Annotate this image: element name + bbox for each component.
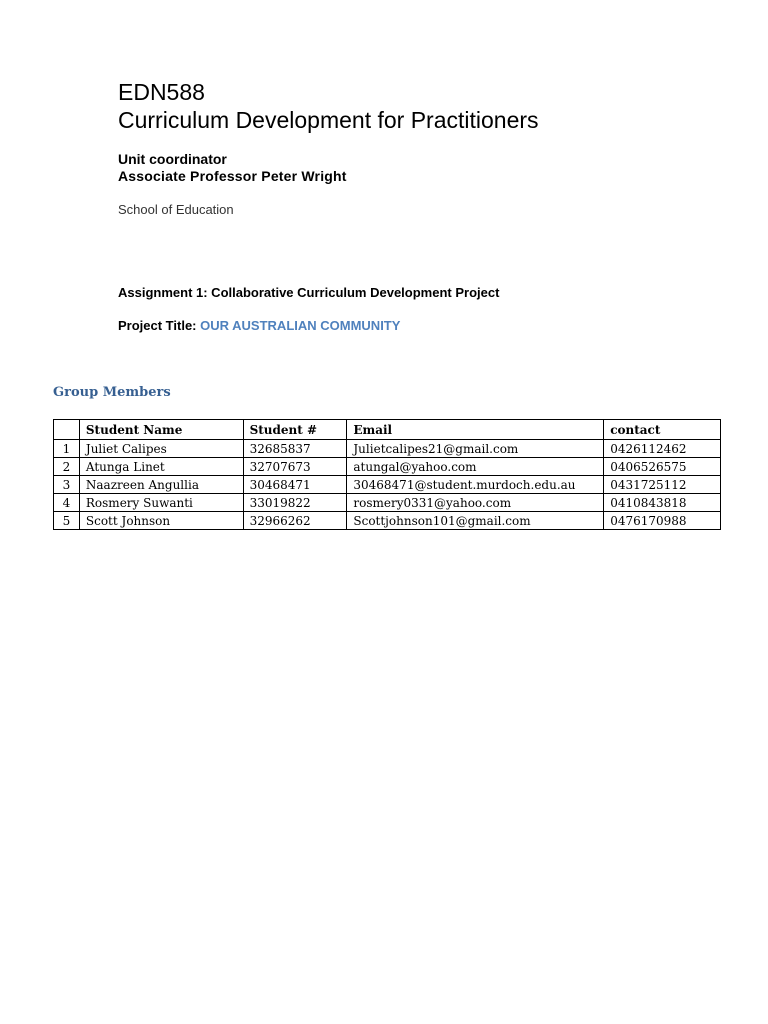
student-number: 32966262 <box>243 512 347 530</box>
row-number: 4 <box>54 494 80 512</box>
student-email: 30468471@student.murdoch.edu.au <box>347 476 604 494</box>
project-title-line <box>118 318 400 334</box>
student-email: atungal@yahoo.com <box>347 458 604 476</box>
row-number: 1 <box>54 440 80 458</box>
table-row <box>54 512 721 530</box>
row-number: 3 <box>54 476 80 494</box>
header-cell-student-number: Student # <box>243 420 347 440</box>
school-name: School of Education <box>118 202 234 217</box>
student-number: 30468471 <box>243 476 347 494</box>
coordinator-label: Unit coordinator <box>118 151 227 167</box>
student-name: Atunga Linet <box>79 458 243 476</box>
table-header-row <box>54 420 721 440</box>
group-members-heading: Group Members <box>53 385 171 400</box>
header-cell-contact: contact <box>604 420 721 440</box>
student-name: Rosmery Suwanti <box>79 494 243 512</box>
student-name: Scott Johnson <box>79 512 243 530</box>
row-number: 2 <box>54 458 80 476</box>
group-members-table <box>53 419 721 530</box>
course-code: EDN588 <box>118 79 205 105</box>
student-number: 32707673 <box>243 458 347 476</box>
student-name: Juliet Calipes <box>79 440 243 458</box>
table-row <box>54 440 721 458</box>
assignment-title: Assignment 1: Collaborative Curriculum Development Project <box>118 285 500 300</box>
course-title: Curriculum Development for Practitioners <box>118 107 539 133</box>
student-name: Naazreen Angullia <box>79 476 243 494</box>
header-cell-number <box>54 420 80 440</box>
project-title-label: Project Title: <box>118 318 197 333</box>
student-contact: 0426112462 <box>604 440 721 458</box>
student-contact: 0406526575 <box>604 458 721 476</box>
header-cell-student-name: Student Name <box>79 420 243 440</box>
project-title-value: OUR AUSTRALIAN COMMUNITY <box>200 318 401 333</box>
student-contact: 0431725112 <box>604 476 721 494</box>
table-row <box>54 476 721 494</box>
student-email: Julietcalipes21@gmail.com <box>347 440 604 458</box>
student-email: rosmery0331@yahoo.com <box>347 494 604 512</box>
table-row <box>54 458 721 476</box>
coordinator-name: Associate Professor Peter Wright <box>118 168 347 184</box>
student-contact: 0410843818 <box>604 494 721 512</box>
student-number: 32685837 <box>243 440 347 458</box>
student-email: Scottjohnson101@gmail.com <box>347 512 604 530</box>
header-cell-email: Email <box>347 420 604 440</box>
table-row <box>54 494 721 512</box>
student-contact: 0476170988 <box>604 512 721 530</box>
student-number: 33019822 <box>243 494 347 512</box>
row-number: 5 <box>54 512 80 530</box>
